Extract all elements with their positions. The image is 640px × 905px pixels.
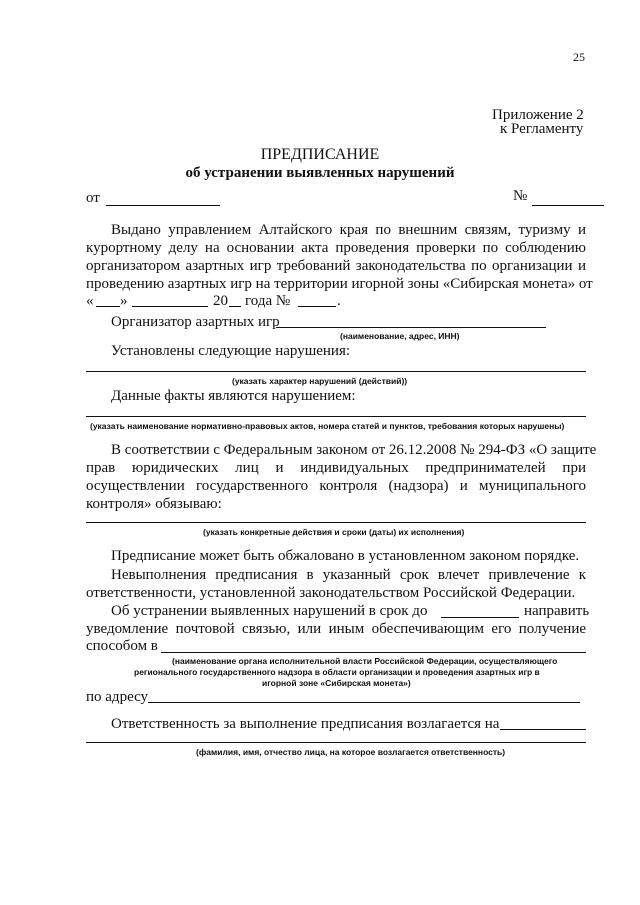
notify-line-3: способом в <box>86 638 158 654</box>
notify-line-2: уведомление почтовой связью, или иным обеспечивающим его получение <box>86 621 586 637</box>
authority-caption-2: регионального государственного надзора в области организации и проведения азартных игр в <box>134 667 540 677</box>
responsibility-label: Ответственность за выполнение предписания возлагается на <box>111 716 500 732</box>
act-day-field[interactable] <box>96 306 120 307</box>
law-line-1: В соответствии с Федеральным законом от 26.12.2008 № 294-ФЗ «О защите <box>111 442 597 458</box>
document-subtitle: об устранении выявленных нарушений <box>185 165 455 181</box>
act-date-quote-close: » <box>120 293 128 309</box>
act-year-field[interactable] <box>229 306 241 307</box>
responsibility-caption: (фамилия, имя, отчество лица, на которое возлагается ответственность) <box>196 747 506 757</box>
intro-line-4: проведению азартных игр на территории игорной зоны «Сибирская монета» от <box>86 276 593 292</box>
document-title: ПРЕДПИСАНИЕ <box>260 146 380 163</box>
law-line-4: контроля» обязываю: <box>86 496 222 512</box>
violations-caption: (указать характер нарушений (действий)) <box>232 376 408 386</box>
appeal-text: Предписание может быть обжаловано в установленном законом порядке. <box>111 548 580 564</box>
address-label: по адресу <box>86 689 149 705</box>
violations-field[interactable] <box>86 371 586 372</box>
authority-field[interactable] <box>161 652 586 653</box>
act-month-field[interactable] <box>132 306 208 307</box>
authority-caption-1: (наименование органа исполнительной власти Российской Федерации, осуществляющего <box>172 656 558 666</box>
facts-field[interactable] <box>86 416 586 417</box>
appendix-line-1: Приложение 2 <box>492 107 584 123</box>
law-line-3: осуществлении государственного контроля (надзора) и муниципального <box>86 478 586 494</box>
violations-label: Установлены следующие нарушения: <box>111 343 351 359</box>
law-line-2: прав юридических лиц и индивидуальных предпринимателей при <box>86 460 586 476</box>
organizer-label: Организатор азартных игр <box>111 314 280 330</box>
noncompliance-line-1: Невыполнения предписания в указанный срок влечет привлечение к <box>111 567 586 583</box>
responsible-person-field[interactable] <box>86 742 586 743</box>
obligations-caption: (указать конкретные действия и сроки (даты) их исполнения) <box>203 527 465 537</box>
notify-text-1a: Об устранении выявленных нарушений в срок до <box>111 603 428 619</box>
appendix-line-2: к Регламенту <box>500 121 584 137</box>
obligations-field[interactable] <box>86 522 586 523</box>
from-date-field[interactable] <box>106 205 220 206</box>
facts-caption: (указать наименование нормативно-правовых актов, номера статей и пунктов, требования которых нарушены) <box>90 421 565 431</box>
noncompliance-line-2: ответственности, установленной законодательством Российской Федерации. <box>86 585 576 601</box>
document-number-field[interactable] <box>532 205 604 206</box>
act-year-suffix: года № <box>245 293 291 309</box>
intro-line-3: организатором азартных игр требований законодательства по организации и <box>86 258 586 274</box>
intro-line-1: Выдано управлением Алтайского края по внешним связям, туризму и <box>111 222 586 238</box>
organizer-caption: (наименование, адрес, ИНН) <box>340 331 460 341</box>
responsible-field-a[interactable] <box>500 729 586 730</box>
intro-line-2: курортному делу на основании акта проведения проверки по соблюдению <box>86 240 586 256</box>
act-number-field[interactable] <box>298 306 336 307</box>
from-label: от <box>86 190 100 206</box>
page-number: 25 <box>573 50 585 64</box>
act-line-end: . <box>337 293 341 309</box>
organizer-field[interactable] <box>276 327 546 328</box>
number-label: № <box>513 188 528 204</box>
facts-label: Данные факты являются нарушением: <box>111 388 356 404</box>
address-field[interactable] <box>148 702 580 703</box>
deadline-field[interactable] <box>441 617 519 618</box>
notify-text-1b: направить <box>524 603 590 619</box>
act-date-quote-open: « <box>86 293 94 309</box>
act-year-prefix: 20 <box>213 293 228 309</box>
authority-caption-3: игорной зоне «Сибирская монета») <box>262 678 411 688</box>
